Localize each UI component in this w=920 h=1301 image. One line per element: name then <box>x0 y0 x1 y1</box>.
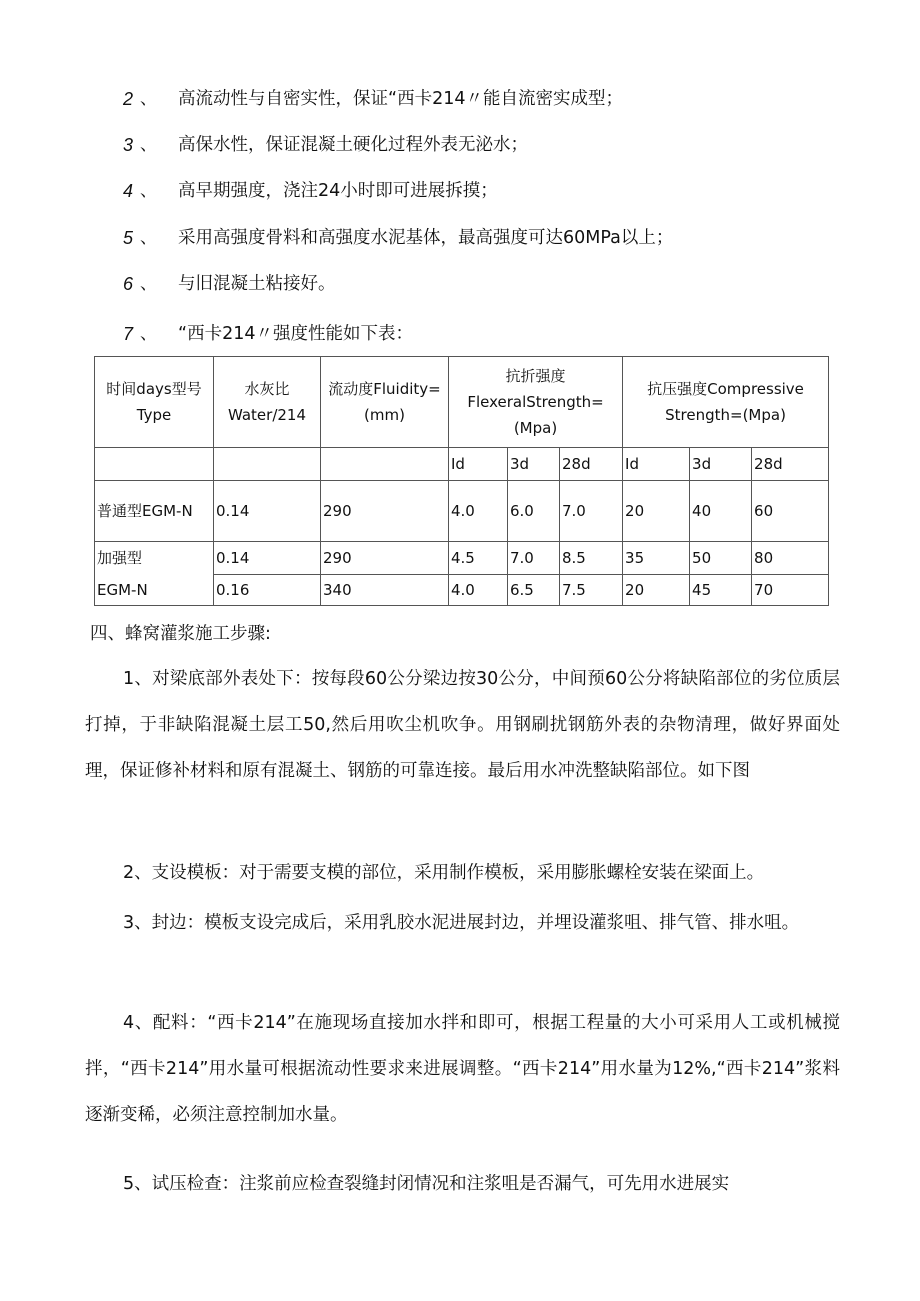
row-type: 普通型EGM-N <box>95 481 214 542</box>
feature-number: 4 <box>123 181 134 201</box>
row-compressive-3d: 40 <box>690 481 752 542</box>
feature-text: 高流动性与自密实性，保证“西卡214〃能自流密实成型； <box>178 89 623 109</box>
feature-number: 2 <box>123 89 134 109</box>
table-days-row <box>95 448 829 481</box>
row-ratio: 0.14 <box>214 542 321 575</box>
table-row <box>95 481 829 542</box>
row-compressive-28d: 70 <box>752 575 829 606</box>
day-label: Id <box>623 448 690 481</box>
row-ratio: 0.14 <box>214 481 321 542</box>
feature-text: 采用高强度骨料和高强度水泥基体，最高强度可达60MPa以上； <box>178 228 674 248</box>
feature-text: “西卡214〃强度性能如下表： <box>178 324 413 344</box>
table-cell <box>321 448 449 481</box>
step-paragraph: 5、试压检查：注浆前应检查裂缝封闭情况和注浆咀是否漏气，可先用水进展实 <box>123 1174 730 1194</box>
table-row <box>95 575 829 606</box>
row-ratio: 0.16 <box>214 575 321 606</box>
header-type: 时间days型号Type <box>95 357 214 448</box>
header-flexural-strength: 抗折强度FlexeralStrength=(Mpa) <box>449 357 623 448</box>
row-type: 加强型 <box>95 542 214 575</box>
day-label: 3d <box>690 448 752 481</box>
header-fluidity: 流动度Fluidity=(mm) <box>321 357 449 448</box>
feature-text: 高保水性，保证混凝土硬化过程外表无泌水； <box>178 135 528 155</box>
day-label: Id <box>449 448 508 481</box>
row-fluidity: 340 <box>321 575 449 606</box>
row-flexural-1d: 4.5 <box>449 542 508 575</box>
feature-number: 7 <box>123 324 134 344</box>
row-compressive-1d: 35 <box>623 542 690 575</box>
feature-separator: 、 <box>140 89 157 109</box>
row-flexural-28d: 7.5 <box>560 575 623 606</box>
row-flexural-28d: 7.0 <box>560 481 623 542</box>
row-compressive-28d: 60 <box>752 481 829 542</box>
feature-text: 与旧混凝土粘接好。 <box>178 274 336 294</box>
row-flexural-3d: 6.5 <box>508 575 560 606</box>
row-compressive-28d: 80 <box>752 542 829 575</box>
step-paragraph: 1、对梁底部外表处下：按每段60公分梁边按30公分，中间预60公分将缺陷部位的劣位质层打掉，于非缺陷混凝土层工50,然后用吹尘机吹争。用钢刷扰钢筋外表的杂物清理，做好界面处理，保证修补材料和原有混凝土、钢筋的可靠连接。最后用水冲洗整缺陷部位。如下图 <box>85 669 840 781</box>
header-compressive-strength: 抗压强度Compressive Strength=(Mpa) <box>623 357 829 448</box>
step-paragraph: 2、支设模板：对于需要支模的部位，采用制作模板，采用膨胀螺栓安装在梁面上。 <box>123 863 765 883</box>
table-header-row <box>95 357 829 448</box>
feature-separator: 、 <box>140 181 157 201</box>
section-title: 四、蜂窝灌浆施工步骤: <box>90 624 271 644</box>
day-label: 3d <box>508 448 560 481</box>
row-compressive-3d: 45 <box>690 575 752 606</box>
row-flexural-1d: 4.0 <box>449 481 508 542</box>
feature-number: 3 <box>123 135 134 155</box>
feature-separator: 、 <box>140 135 157 155</box>
row-type: EGM-N <box>95 575 214 606</box>
row-flexural-28d: 8.5 <box>560 542 623 575</box>
feature-number: 6 <box>123 274 134 294</box>
row-fluidity: 290 <box>321 481 449 542</box>
row-flexural-3d: 7.0 <box>508 542 560 575</box>
feature-separator: 、 <box>140 324 157 344</box>
day-label: 28d <box>752 448 829 481</box>
table-row <box>95 542 829 575</box>
feature-text: 高早期强度，浇注24小时即可进展拆摸； <box>178 181 498 201</box>
table-cell <box>214 448 321 481</box>
strength-performance-table <box>94 356 829 606</box>
table-cell <box>95 448 214 481</box>
row-flexural-3d: 6.0 <box>508 481 560 542</box>
step-paragraph: 3、封边：模板支设完成后，采用乳胶水泥进展封边，并埋设灌浆咀、排气管、排水咀。 <box>123 913 800 933</box>
row-compressive-1d: 20 <box>623 481 690 542</box>
feature-separator: 、 <box>140 228 157 248</box>
row-fluidity: 290 <box>321 542 449 575</box>
header-water-ratio: 水灰比Water/214 <box>214 357 321 448</box>
feature-number: 5 <box>123 228 134 248</box>
row-compressive-1d: 20 <box>623 575 690 606</box>
day-label: 28d <box>560 448 623 481</box>
row-compressive-3d: 50 <box>690 542 752 575</box>
feature-separator: 、 <box>140 274 157 294</box>
step-paragraph: 4、配料：“西卡214”在施现场直接加水拌和即可，根据工程量的大小可采用人工或机械搅拌，“西卡214”用水量可根据流动性要求来进展调整。“西卡214”用水量为12%,“西卡214”浆料逐渐变稀，必须注意控制加水量。 <box>85 1013 840 1125</box>
row-flexural-1d: 4.0 <box>449 575 508 606</box>
